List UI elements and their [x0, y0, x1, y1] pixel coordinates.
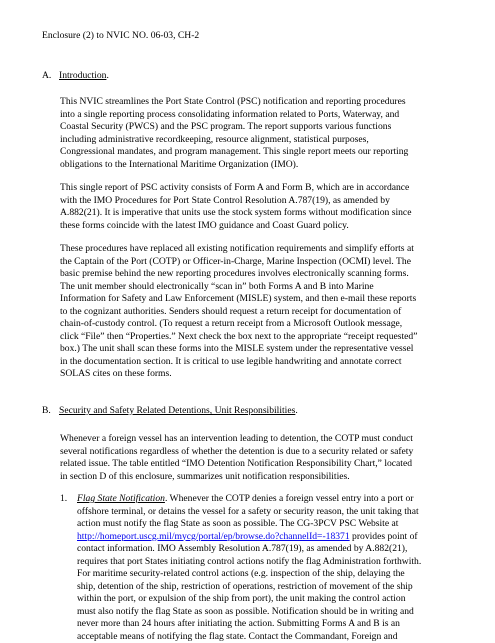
paragraph-line: these forms coincide with the latest IMO guidance and Coast Guard policy.: [60, 220, 480, 233]
paragraph-line: box.) The unit shall scan these forms into the MISLE system under the representative vessel: [60, 343, 480, 356]
section-b-letter: B.: [42, 405, 59, 418]
paragraph-line: several notifications regardless of whether the detention is due to a security related or safety: [60, 446, 480, 459]
paragraph-line: obligations to the International Maritime Organization (IMO).: [60, 159, 480, 172]
section-b-paragraph: [60, 433, 480, 483]
item-line: offshore terminal, or detains the vessel for a safety or security reason, the unit taking that: [77, 506, 487, 519]
paragraph-line: A.882(21). It is imperative that units use the stock system forms without modification since: [60, 207, 480, 220]
paragraph-line: in section D of this enclosure, summarizes unit notification responsibilities.: [60, 471, 480, 484]
item-1-number: 1.: [60, 493, 67, 506]
psc-website-link[interactable]: http://homeport.uscg.mil/mycg/portal/ep/browse.do?channelId=-18371: [77, 531, 350, 542]
paragraph-line: Congressional mandates, and program management. This single report meets our reporting: [60, 146, 480, 159]
item-link-line-text: provides point of: [350, 531, 418, 542]
paragraph-line: including administrative recordkeeping, resource alignment, statistical purposes,: [60, 134, 480, 147]
paragraph-line: Coastal Security (PWCS) and the PSC program. The report supports various functions: [60, 121, 480, 134]
paragraph-line: into a single reporting process consolidating information related to Ports, Waterway, and: [60, 109, 480, 122]
paragraph-line: Whenever a foreign vessel has an intervention leading to detention, the COTP must conduct: [60, 433, 480, 446]
item-1-flag-state-notification: [77, 493, 487, 643]
section-a-title-period: .: [106, 70, 108, 81]
section-a-heading: [42, 70, 109, 83]
section-a-title: Introduction: [59, 70, 106, 81]
section-a-paragraph-2: [60, 182, 480, 232]
paragraph-line: basic premise behind the new reporting procedures involves electronically scanning forms.: [60, 268, 480, 281]
item-line: must also notify the flag State as soon as possible. Notification should be in writing and: [77, 606, 487, 619]
paragraph-line: Information for Safety and Law Enforcement (MISLE) system, and then e-mail these reports: [60, 293, 480, 306]
paragraph-line: These procedures have replaced all existing notification requirements and simplify efforts at: [60, 243, 480, 256]
item-line: contact information. IMO Assembly Resolution A.787(19), as amended by A.882(21),: [77, 543, 487, 556]
item-line: [77, 493, 487, 506]
section-b-heading: [42, 405, 298, 418]
paragraph-line: click “File” then “Properties.” Next check the box next to the appropriate “receipt requested”: [60, 331, 480, 344]
paragraph-line: This NVIC streamlines the Port State Control (PSC) notification and reporting procedures: [60, 96, 480, 109]
item-line: never more than 24 hours after initiating the action. Submitting Forms A and B is an: [77, 618, 487, 631]
item-1-title: Flag State Notification: [77, 493, 165, 504]
section-b-title: Security and Safety Related Detentions, Unit Responsibilities: [59, 405, 295, 416]
paragraph-line: The unit member should electronically “scan in” both Forms A and B into Marine: [60, 281, 480, 294]
enclosure-header: Enclosure (2) to NVIC NO. 06-03, CH-2: [42, 30, 199, 43]
item-line: within the port, or expulsion of the ship from port), the unit making the control action: [77, 593, 487, 606]
item-line: ship, detention of the ship, restriction of operations, restriction of movement of the ship: [77, 581, 487, 594]
paragraph-line: related issue. The table entitled “IMO Detention Notification Responsibility Chart,” located: [60, 458, 480, 471]
section-a-paragraph-1: [60, 96, 480, 171]
item-line: For maritime security-related control actions (e.g. inspection of the ship, delaying the: [77, 568, 487, 581]
item-line: requires that port States initiating control actions notify the flag Administration forthwith.: [77, 556, 487, 569]
paragraph-line: to the cognizant authorities. Senders should request a return receipt for documentation of: [60, 306, 480, 319]
section-a-letter: A.: [42, 70, 59, 83]
section-b-title-period: .: [295, 405, 297, 416]
paragraph-line: This single report of PSC activity consists of Form A and Form B, which are in accordance: [60, 182, 480, 195]
paragraph-line: the Captain of the Port (COTP) or Officer-in-Charge, Marine Inspection (OCMI) level. The: [60, 256, 480, 269]
paragraph-line: chain-of-custody control. (To request a return receipt from a Microsoft Outlook message,: [60, 318, 480, 331]
paragraph-line: with the IMO Procedures for Port State Control Resolution A.787(19), as amended by: [60, 195, 480, 208]
section-a-paragraph-3: [60, 243, 480, 381]
paragraph-line: SOLAS cites on these forms.: [60, 368, 480, 381]
item-line: action must notify the flag State as soon as possible. The CG-3PCV PSC Website at: [77, 518, 487, 531]
item-line: acceptable means of notifying the flag state. Contact the Commandant, Foreign and: [77, 631, 487, 643]
item-1-line1-text: . Whenever the COTP denies a foreign vessel entry into a port or: [165, 493, 414, 504]
item-line: [77, 531, 487, 544]
paragraph-line: in the documentation section. It is critical to use legible handwriting and annotate correct: [60, 356, 480, 369]
